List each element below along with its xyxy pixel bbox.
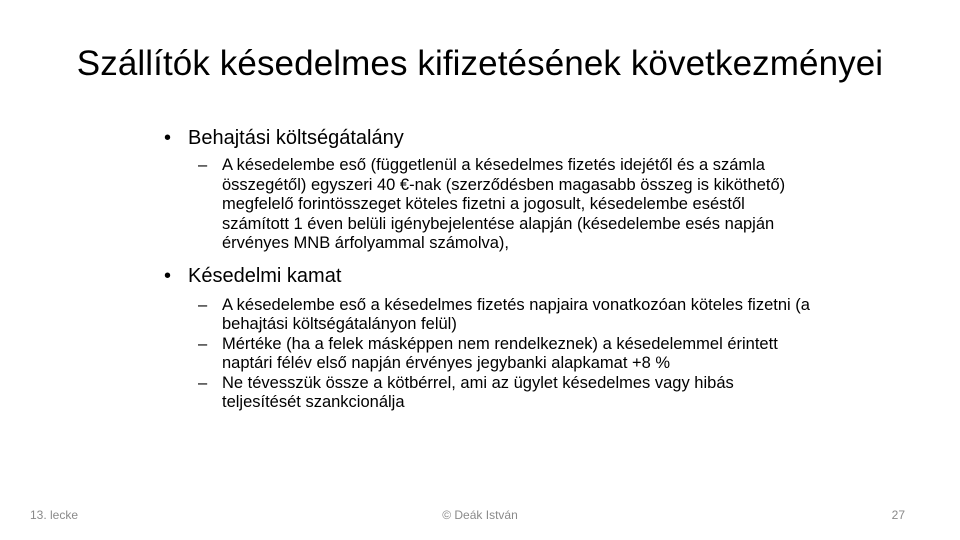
footer-lesson: 13. lecke bbox=[30, 508, 79, 522]
slide-content bbox=[160, 126, 810, 413]
bullet-behajtasi bbox=[160, 126, 810, 150]
bullet-heading: Késedelmi kamat bbox=[188, 264, 342, 287]
sub-bullet-text: Mértéke (ha a felek másképpen nem rendelkeznek) a késedelemmel érintett naptári félév első napján érvényes jegybanki alapkamat +8 % bbox=[222, 334, 778, 372]
bullet-heading: Behajtási költségátalány bbox=[188, 127, 404, 149]
sub-bullet-text: A késedelembe eső (függetlenül a késedelmes fizetés idejétől és a számla összegétől) egyszeri 40 €-nak (szerződésben magasabb összeg is kiköthető) megfelelő forintösszeget köteles fizetni a jogosult, késedelembe eséstől számított 1 éven belüli igénybejelentése alapján (késedelembe esés napján érvényes MNB árfolyammal számolva), bbox=[222, 156, 786, 252]
sub-bullet bbox=[160, 296, 810, 335]
footer-author: © Deák István bbox=[442, 508, 518, 522]
bullet-icon: • bbox=[164, 264, 172, 287]
slide-title: Szállítók késedelmes kifizetésének következményei bbox=[76, 44, 884, 83]
sub-bullet bbox=[160, 335, 810, 374]
dash-icon: – bbox=[198, 295, 208, 314]
bullet-kesedelmi-kamat bbox=[160, 264, 810, 288]
sub-bullet bbox=[160, 156, 810, 254]
sub-bullet-text: Ne tévesszük össze a kötbérrel, ami az ügylet késedelmes vagy hibás teljesítését szankcionálja bbox=[222, 373, 734, 411]
dash-icon: – bbox=[198, 334, 208, 353]
bullet-icon: • bbox=[164, 127, 172, 149]
footer-page-number: 27 bbox=[891, 508, 905, 522]
sub-bullet bbox=[160, 374, 810, 413]
dash-icon: – bbox=[198, 156, 208, 174]
dash-icon: – bbox=[198, 373, 208, 392]
sub-bullet-text: A késedelembe eső a késedelmes fizetés napjaira vonatkozóan köteles fizetni (a behajtási költségátalányon felül) bbox=[222, 295, 810, 333]
